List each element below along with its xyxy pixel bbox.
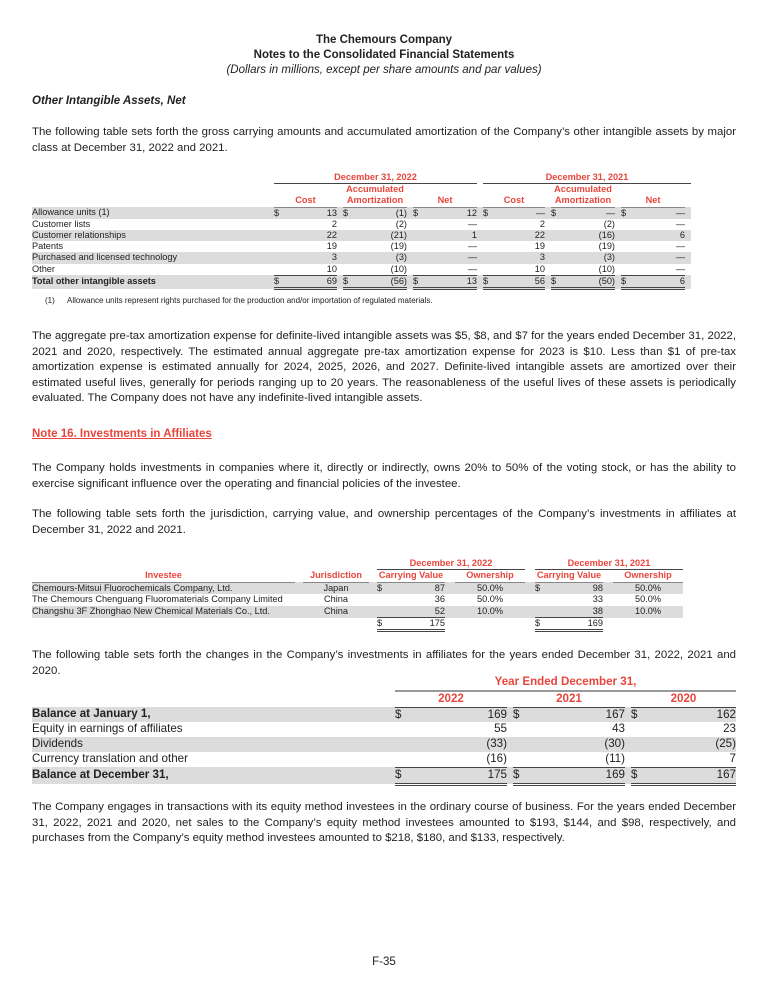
total-value: (50) — [563, 275, 615, 288]
section-title-intangibles: Other Intangible Assets, Net — [32, 95, 186, 107]
currency-symbol: $ — [513, 767, 527, 784]
changes-year-2022: 2022 — [395, 691, 507, 707]
company-name: The Chemours Company — [315, 34, 453, 46]
spacer-cell — [377, 606, 389, 618]
total-row — [32, 618, 683, 631]
currency-symbol: $ — [274, 207, 286, 219]
spacer-cell — [395, 722, 409, 737]
ownership-2021: 50.0% — [613, 582, 683, 594]
spacer-cell — [369, 618, 377, 631]
spacer-cell — [343, 230, 355, 241]
value-cell: — — [563, 207, 615, 219]
spacer-cell — [445, 618, 455, 631]
col-carrying-2021: Carrying Value — [536, 570, 602, 581]
row-label: Dividends — [32, 737, 391, 752]
jurisdiction: China — [303, 606, 369, 618]
total-carrying-2021: 169 — [547, 618, 603, 631]
row-label: Balance at January 1, — [32, 707, 391, 722]
spacer-cell — [551, 230, 563, 241]
value-cell: 7 — [729, 751, 736, 765]
total-value: (56) — [355, 275, 407, 288]
carrying-value-2022: 36 — [434, 594, 445, 605]
spacer-cell — [621, 241, 633, 252]
investee-name: Chemours-Mitsui Fluorochemicals Company, Ltd. — [32, 582, 295, 594]
col-ownership-2021: Ownership — [613, 570, 683, 582]
spacer-cell — [395, 752, 409, 767]
table-row — [32, 594, 683, 605]
row-label: Currency translation and other — [32, 752, 188, 766]
spacer-cell — [343, 252, 355, 263]
currency-symbol: $ — [535, 618, 547, 631]
spacer-cell — [413, 241, 425, 252]
carrying-value-2021: 98 — [547, 582, 603, 594]
carrying-value-2022: 87 — [389, 582, 445, 594]
value-cell: (3) — [355, 252, 407, 263]
value-cell: (1) — [355, 207, 407, 219]
value-cell: (19) — [390, 241, 407, 252]
spacer-cell — [621, 219, 633, 230]
table-row — [32, 207, 691, 219]
spacer-cell — [266, 207, 274, 219]
col-carrying-2022: Carrying Value — [378, 570, 444, 581]
spacer-cell — [445, 606, 455, 618]
row-label: Equity in earnings of affiliates — [32, 722, 183, 736]
spacer-cell — [445, 594, 455, 605]
value-cell: (16) — [563, 230, 615, 241]
spacer-cell — [525, 594, 535, 605]
spacer-cell — [274, 264, 286, 276]
spacer-cell — [455, 618, 525, 631]
col-net-2021: Net — [621, 195, 685, 207]
value-cell: 55 — [494, 722, 507, 736]
currency-symbol: $ — [377, 582, 389, 594]
value-cell: 167 — [645, 767, 736, 784]
page-number: F-35 — [372, 956, 396, 968]
spacer-cell — [613, 618, 683, 631]
currency-symbol: $ — [621, 207, 633, 219]
affiliates-table — [32, 558, 683, 632]
spacer-cell — [377, 594, 389, 605]
currency-symbol: $ — [377, 618, 389, 631]
spacer-cell — [551, 241, 563, 252]
currency-symbol: $ — [413, 275, 425, 288]
spacer-cell — [413, 264, 425, 276]
spacer-cell — [295, 582, 303, 594]
spacer-cell — [445, 582, 455, 594]
value-cell: (16) — [486, 751, 507, 765]
value-cell: — — [633, 207, 685, 219]
carrying-value-2022: 52 — [389, 606, 445, 618]
value-cell: 6 — [633, 230, 685, 241]
col-accum-2021-line1: Accumulated — [554, 184, 612, 195]
total-row — [32, 275, 691, 288]
group-header-2021: December 31, 2021 — [483, 172, 691, 184]
investee-name: The Chemours Chenguang Fluoromaterials Company Limited — [32, 594, 283, 605]
spacer-cell — [295, 618, 303, 631]
carrying-value-2021: 38 — [547, 606, 603, 618]
spacer-cell — [413, 219, 425, 230]
spacer-cell — [295, 594, 303, 605]
document-subtitle: (Dollars in millions, except per share amounts and par values) — [226, 64, 542, 76]
spacer-cell — [303, 618, 369, 631]
value-cell: — — [495, 207, 545, 219]
value-cell: — — [633, 252, 685, 263]
note16-para1: The Company holds investments in companies where it, directly or indirectly, owns 20% to 50% of the voting stock, or has the ability to exercise significant influence over the operating and financial policies of the investee. — [32, 462, 736, 490]
value-cell: 2 — [331, 218, 337, 229]
spacer-cell — [483, 252, 495, 263]
spacer-cell — [631, 752, 645, 767]
changes-group-header: Year Ended December 31, — [395, 675, 736, 691]
value-cell: (10) — [598, 263, 615, 274]
table-row — [32, 241, 691, 252]
col-accum-2021: Amortization — [551, 195, 615, 207]
carrying-value-2021: 33 — [592, 594, 603, 605]
note16-title: Note 16. Investments in Affiliates — [32, 428, 212, 440]
changes-year-2021: 2021 — [513, 691, 625, 707]
amortization-paragraph: The aggregate pre-tax amortization expense for definite-lived intangible assets was $5, $8, and $7 for the years ended December 31, 2022, 2021 and 2020, respectively. The estimated annual aggregate pre-tax amortization expense for 2023 is $10. Less than $1 of pre-tax amortization expense is estimated annually for 2024, 2025, 2026, and 2027. Definite-lived intangible assets are amortized over their estimated useful lives, generally for periods ranging up to 20 years. The reasonableness of the useful lives of these assets is periodically evaluated. The Company does not have any indefinite-lived intangible assets. — [32, 330, 736, 404]
currency-symbol: $ — [631, 707, 645, 722]
spacer-cell — [513, 722, 527, 737]
spacer-cell — [603, 606, 613, 618]
value-cell: — — [425, 252, 477, 263]
value-cell: 43 — [612, 722, 625, 736]
spacer-cell — [295, 606, 303, 618]
col-ownership-2022: Ownership — [455, 570, 525, 582]
currency-symbol: $ — [631, 767, 645, 784]
value-cell: 13 — [286, 207, 337, 219]
value-cell: (2) — [395, 218, 407, 229]
affil-group-2022: December 31, 2022 — [377, 558, 525, 570]
currency-symbol: $ — [551, 275, 563, 288]
value-cell: (25) — [645, 737, 736, 752]
spacer-cell — [535, 606, 547, 618]
spacer-cell — [685, 264, 691, 276]
value-cell: 23 — [723, 722, 736, 736]
ownership-2022: 10.0% — [455, 606, 525, 618]
spacer-cell — [266, 275, 274, 288]
value-cell: 10 — [326, 263, 337, 274]
spacer-cell — [274, 230, 286, 241]
spacer-cell — [551, 252, 563, 263]
spacer-cell — [395, 737, 409, 752]
value-cell: (2) — [603, 218, 615, 229]
spacer-cell — [621, 252, 633, 263]
investee-name: Changshu 3F Zhonghao New Chemical Materials Co., Ltd. — [32, 606, 295, 618]
row-label: Customer lists — [32, 218, 91, 229]
value-cell: 19 — [326, 241, 337, 252]
spacer-cell — [631, 737, 645, 752]
total-value: 6 — [633, 275, 685, 288]
value-cell: (21) — [355, 230, 407, 241]
total-value: 56 — [495, 275, 545, 288]
jurisdiction: China — [323, 594, 348, 605]
table-row — [32, 707, 736, 722]
table-row — [32, 752, 736, 767]
spacer-cell — [266, 241, 274, 252]
currency-symbol: $ — [483, 207, 495, 219]
col-accum-2022: Amortization — [343, 195, 407, 207]
spacer-cell — [535, 594, 547, 605]
total-value: 69 — [286, 275, 337, 288]
spacer-cell — [266, 252, 274, 263]
value-cell: (3) — [563, 252, 615, 263]
spacer-cell — [551, 219, 563, 230]
ownership-2021: 10.0% — [613, 606, 683, 618]
value-cell: 1 — [425, 230, 477, 241]
spacer-cell — [343, 241, 355, 252]
total-label: Total other intangible assets — [32, 275, 266, 288]
spacer-cell — [551, 264, 563, 276]
total-value: 13 — [425, 275, 477, 288]
spacer-cell — [685, 230, 691, 241]
value-cell: (19) — [598, 241, 615, 252]
value-cell: 162 — [645, 707, 736, 722]
value-cell: 167 — [527, 707, 625, 722]
footnote-text: Allowance units represent rights purchased for the production and/or importation of regulated materials. — [67, 296, 433, 305]
spacer-cell — [513, 752, 527, 767]
row-label: Purchased and licensed technology — [32, 252, 266, 263]
row-label: Balance at December 31, — [32, 767, 391, 784]
spacer-cell — [274, 219, 286, 230]
spacer-cell — [685, 241, 691, 252]
table-row — [32, 219, 691, 230]
currency-symbol: $ — [621, 275, 633, 288]
col-jurisdiction: Jurisdiction — [303, 570, 369, 582]
spacer-cell — [685, 219, 691, 230]
footnote — [45, 296, 433, 305]
spacer-cell — [483, 230, 495, 241]
currency-symbol: $ — [274, 275, 286, 288]
document-title: Notes to the Consolidated Financial Statements — [253, 49, 515, 61]
currency-symbol: $ — [535, 582, 547, 594]
note16-para3: The following table sets forth the changes in the Company’s investments in affiliates for the years ended December 31, 2022, 2021 and 2020. — [32, 649, 736, 677]
changes-table — [32, 675, 736, 786]
spacer-cell — [621, 264, 633, 276]
row-label: Customer relationships — [32, 230, 266, 241]
spacer-cell — [685, 275, 691, 288]
spacer-cell — [631, 722, 645, 737]
col-net-2022: Net — [413, 195, 477, 207]
spacer-cell — [483, 264, 495, 276]
table-row — [32, 737, 736, 752]
spacer-cell — [369, 606, 377, 618]
spacer-cell — [603, 618, 613, 631]
spacer-cell — [266, 230, 274, 241]
row-label: Allowance units (1) — [32, 207, 266, 219]
value-cell: — — [675, 241, 685, 252]
col-cost-2021: Cost — [483, 195, 545, 207]
changes-year-2020: 2020 — [631, 691, 736, 707]
spacer-cell — [274, 252, 286, 263]
table-row — [32, 230, 691, 241]
ownership-2022: 50.0% — [476, 594, 504, 605]
spacer-cell — [343, 264, 355, 276]
table-row — [32, 767, 736, 784]
total-carrying-2022: 175 — [389, 618, 445, 631]
currency-symbol: $ — [395, 707, 409, 722]
value-cell: 2 — [539, 218, 545, 229]
table-row — [32, 264, 691, 276]
spacer-cell — [413, 252, 425, 263]
note16-para2: The following table sets forth the jurisdiction, carrying value, and ownership percentages of the Company’s investments in affiliates at December 31, 2022 and 2021. — [32, 508, 736, 536]
currency-symbol: $ — [513, 707, 527, 722]
spacer-cell — [483, 219, 495, 230]
spacer-cell — [685, 252, 691, 263]
spacer-cell — [603, 582, 613, 594]
group-header-2022: December 31, 2022 — [274, 172, 477, 184]
value-cell: 19 — [534, 241, 545, 252]
spacer-cell — [266, 219, 274, 230]
footnote-number: (1) — [45, 296, 55, 305]
spacer-cell — [525, 582, 535, 594]
row-label: Other — [32, 263, 55, 274]
spacer-cell — [369, 582, 377, 594]
value-cell: (30) — [527, 737, 625, 752]
value-cell: 10 — [534, 263, 545, 274]
ownership-2021: 50.0% — [634, 594, 662, 605]
spacer-cell — [483, 241, 495, 252]
intangibles-table — [32, 172, 691, 290]
spacer-cell — [274, 241, 286, 252]
value-cell: 169 — [409, 707, 507, 722]
spacer-cell — [513, 737, 527, 752]
value-cell: 22 — [286, 230, 337, 241]
spacer-cell — [603, 594, 613, 605]
row-label: Patents — [32, 241, 64, 252]
note16-para4: The Company engages in transactions with its equity method investees in the ordinary course of business. For the years ended December 31, 2022, 2021 and 2020, net sales to the Company’s equity method investees amounted to $193, $144, and $98, respectively, and purchases from the Company’s equity method investees amounted to $218, $180, and $133, respectively. — [32, 801, 736, 844]
spacer-cell — [266, 264, 274, 276]
ownership-2022: 50.0% — [455, 582, 525, 594]
table-row — [32, 252, 691, 263]
spacer-cell — [369, 594, 377, 605]
jurisdiction: Japan — [303, 582, 369, 594]
col-investee: Investee — [32, 570, 295, 582]
spacer-cell — [685, 207, 691, 219]
value-cell: 175 — [409, 767, 507, 784]
page-header — [0, 33, 768, 78]
intangibles-intro: The following table sets forth the gross carrying amounts and accumulated amortization of the Company’s other intangible assets by major class at December 31, 2022 and 2021. — [32, 126, 736, 154]
affil-group-2021: December 31, 2021 — [535, 558, 683, 570]
value-cell: (10) — [390, 263, 407, 274]
value-cell: 22 — [495, 230, 545, 241]
table-row — [32, 722, 736, 737]
currency-symbol: $ — [483, 275, 495, 288]
value-cell: — — [675, 263, 685, 274]
currency-symbol: $ — [551, 207, 563, 219]
table-row — [32, 582, 683, 594]
value-cell: — — [467, 263, 477, 274]
value-cell: 12 — [425, 207, 477, 219]
value-cell: 3 — [286, 252, 337, 263]
col-cost-2022: Cost — [274, 195, 337, 207]
value-cell: (11) — [605, 751, 625, 765]
spacer-cell — [525, 606, 535, 618]
spacer-cell — [621, 230, 633, 241]
spacer-cell — [32, 618, 295, 631]
currency-symbol: $ — [343, 207, 355, 219]
col-accum-2022-line1: Accumulated — [346, 184, 404, 195]
currency-symbol: $ — [395, 767, 409, 784]
value-cell: — — [467, 241, 477, 252]
value-cell: 169 — [527, 767, 625, 784]
currency-symbol: $ — [343, 275, 355, 288]
spacer-cell — [525, 618, 535, 631]
value-cell: 3 — [495, 252, 545, 263]
value-cell: — — [467, 218, 477, 229]
currency-symbol: $ — [413, 207, 425, 219]
spacer-cell — [413, 230, 425, 241]
table-row — [32, 606, 683, 618]
value-cell: (33) — [409, 737, 507, 752]
spacer-cell — [343, 219, 355, 230]
value-cell: — — [675, 218, 685, 229]
